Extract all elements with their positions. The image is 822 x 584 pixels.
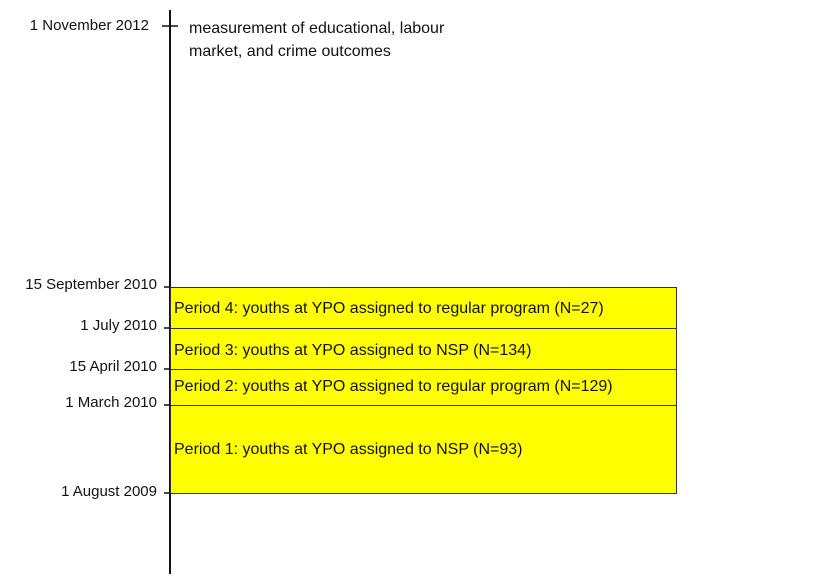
period-3-box (170, 328, 677, 370)
period-1-label: Period 1: youths at YPO assigned to NSP (N=93) (174, 441, 523, 458)
date-label-apr-2010: 15 April 2010 (69, 358, 157, 375)
outcome-note-line-2: market, and crime outcomes (189, 43, 391, 60)
period-2-box (170, 369, 677, 406)
period-2-label: Period 2: youths at YPO assigned to regular program (N=129) (174, 378, 613, 395)
date-label-mar-2010: 1 March 2010 (65, 394, 157, 411)
date-label-sep-2010: 15 September 2010 (25, 276, 157, 293)
date-label-jul-2010: 1 July 2010 (80, 317, 157, 334)
period-3-label: Period 3: youths at YPO assigned to NSP (N=134) (174, 342, 532, 359)
period-4-box (170, 287, 677, 329)
period-1-box (170, 405, 677, 494)
date-label-nov-2012: 1 November 2012 (29, 17, 149, 34)
date-label-aug-2009: 1 August 2009 (61, 483, 157, 500)
outcome-note (189, 17, 444, 63)
outcome-note-line-1: measurement of educational, labour (189, 20, 445, 37)
period-4-label: Period 4: youths at YPO assigned to regular program (N=27) (174, 300, 604, 317)
